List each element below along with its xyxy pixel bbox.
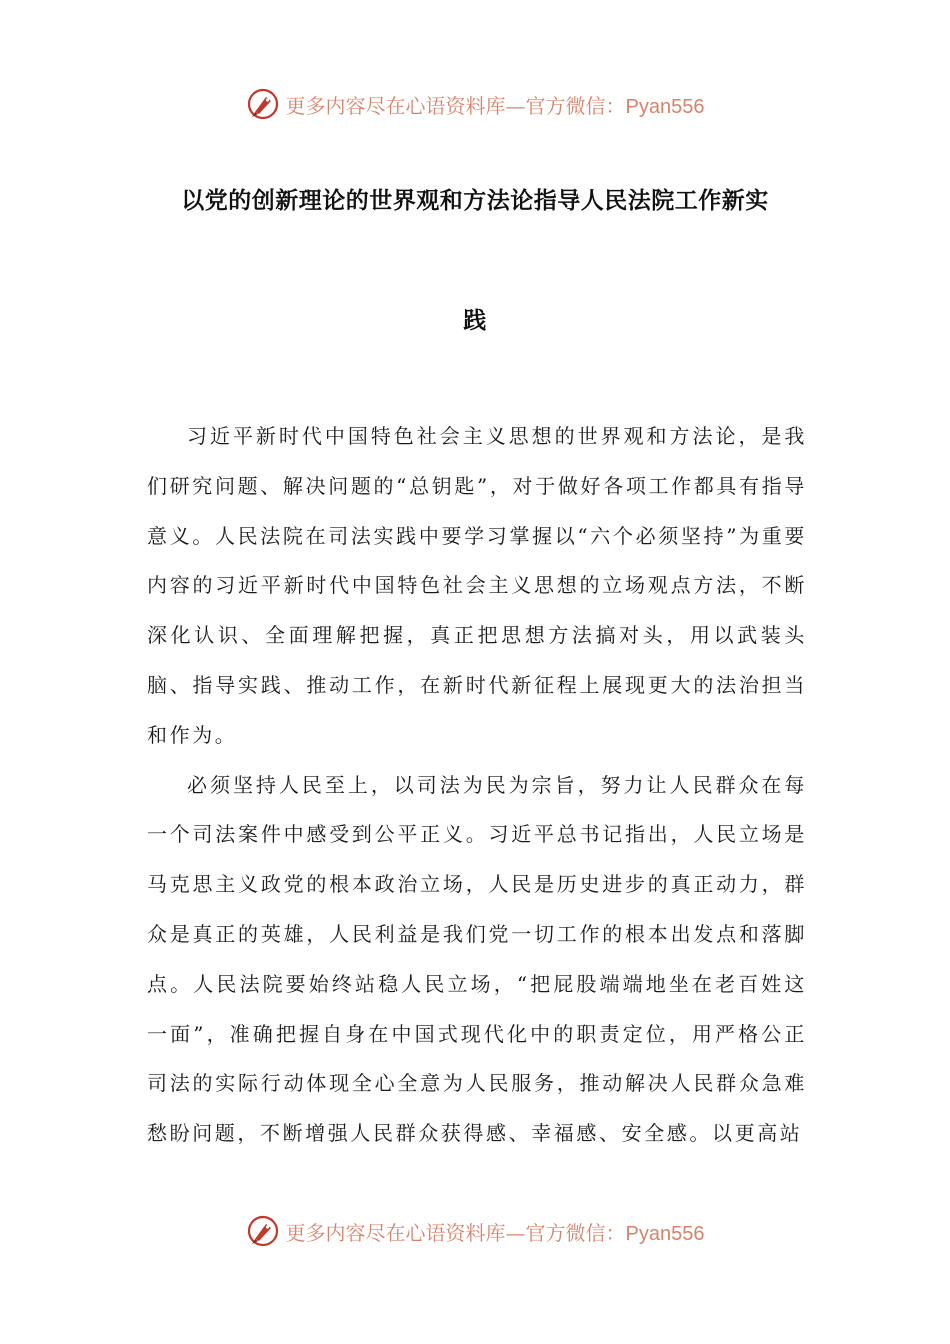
banner-text: 更多内容尽在心语资料库—官方微信：Pyan556: [285, 93, 705, 118]
pen-nib-logo-icon: [246, 1214, 280, 1248]
footer-banner: [0, 1211, 950, 1251]
pen-nib-logo-icon: [246, 87, 280, 121]
header-banner: [0, 84, 950, 124]
document-title-line-1: 以党的创新理论的世界观和方法论指导人民法院工作新实: [181, 188, 769, 214]
document-body: [147, 412, 807, 1159]
paragraph-2: 必须坚持人民至上，以司法为民为宗旨，努力让人民群众在每一个司法案件中感受到公平正义。习近平总书记指出，人民立场是马克思主义政党的根本政治立场，人民是历史进步的真正动力，群众是真正的英雄，人民利益是我们党一切工作的根本出发点和落脚点。人民法院要始终站稳人民立场，“把屁股端端地坐在老百姓这一面”，准确把握自身在中国式现代化中的职责定位，用严格公正司法的实际行动体现全心全意为人民服务，推动解决人民群众急难愁盼问题，不断增强人民群众获得感、幸福感、安全感。以更高站: [147, 772, 807, 1146]
document-title-line-2: 践: [463, 308, 487, 334]
wechat-id: Pyan556: [625, 1222, 705, 1245]
paragraph-1: 习近平新时代中国特色社会主义思想的世界观和方法论，是我们研究问题、解决问题的“总钥匙”，对于做好各项工作都具有指导意义。人民法院在司法实践中要学习掌握以“六个必须坚持”为重要内容的习近平新时代中国特色社会主义思想的立场观点方法，不断深化认识、全面理解把握，真正把思想方法搞对头，用以武装头脑、指导实践、推动工作，在新时代新征程上展现更大的法治担当和作为。: [147, 424, 807, 747]
banner-text: 更多内容尽在心语资料库—官方微信：Pyan556: [285, 1220, 705, 1245]
wechat-id: Pyan556: [625, 95, 705, 118]
